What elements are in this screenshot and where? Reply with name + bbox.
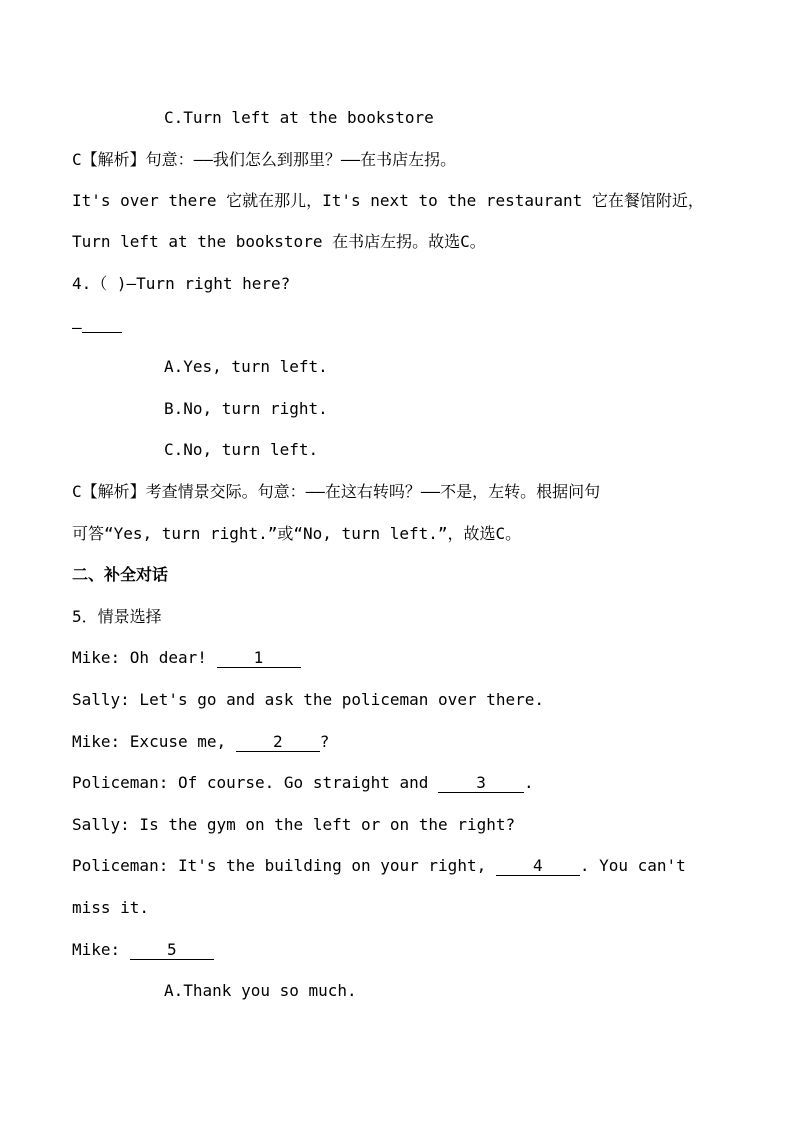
dialogue-line-7	[72, 898, 149, 918]
dialogue-text: Policeman: Of course. Go straight and	[72, 773, 439, 792]
q4-analysis-line-1: C【解析】考查情景交际。句意：——在这右转吗？——不是，左转。根据问句	[72, 482, 601, 501]
q3-option-c: C.Turn left at the bookstore	[164, 108, 434, 127]
q4-answer-line	[72, 316, 122, 338]
dialogue-line-3	[72, 732, 329, 752]
dialogue-after: .	[524, 773, 534, 792]
dialogue-line-4	[72, 773, 534, 793]
q5-stem: 5．情景选择	[72, 607, 162, 626]
q3-analysis-line-2: It's over there 它就在那儿，It's next to the restaurant 它在餐馆附近，	[72, 191, 704, 210]
section-heading: 二、补全对话	[72, 565, 169, 584]
answer-blank-3: 3	[438, 774, 524, 793]
dialogue-after: . You can't	[579, 856, 686, 875]
q4-answer-dash: —	[72, 318, 82, 337]
answer-blank-1: 1	[217, 649, 301, 668]
dialogue-line-1	[72, 648, 301, 668]
q4-stem: 4.（ )—Turn right here?	[72, 274, 291, 293]
q4-answer-blank	[82, 316, 122, 333]
q5-option-a: A.Thank you so much.	[164, 981, 357, 1000]
answer-blank-4: 4	[496, 857, 580, 876]
q4-option-c: C.No, turn left.	[164, 440, 319, 459]
dialogue-text: miss it.	[72, 898, 150, 917]
dialogue-text: Policeman: It's the building on your right,	[72, 856, 496, 875]
q4-analysis-line-2: 可答“Yes, turn right.”或“No, turn left.”，故选C。	[72, 524, 522, 543]
dialogue-text: Sally: Let's go and ask the policeman over there.	[72, 690, 545, 709]
dialogue-line-6	[72, 856, 686, 876]
answer-blank-2: 2	[236, 733, 320, 752]
dialogue-text: Mike: Oh dear!	[72, 648, 217, 667]
dialogue-text: Mike: Excuse me,	[72, 732, 236, 751]
q3-analysis-line-1: C【解析】句意：——我们怎么到那里？——在书店左拐。	[72, 150, 457, 169]
dialogue-line-8	[72, 940, 214, 960]
q4-option-b: B.No, turn right.	[164, 399, 328, 418]
answer-blank-5: 5	[130, 941, 214, 960]
dialogue-line-5	[72, 815, 515, 835]
dialogue-after: ?	[319, 732, 330, 751]
dialogue-text: Sally: Is the gym on the left or on the right?	[72, 815, 516, 834]
dialogue-line-2	[72, 690, 544, 710]
q4-option-a: A.Yes, turn left.	[164, 357, 328, 376]
q3-analysis-line-3: Turn left at the bookstore 在书店左拐。故选C。	[72, 232, 486, 251]
dialogue-text: Mike:	[72, 940, 130, 959]
